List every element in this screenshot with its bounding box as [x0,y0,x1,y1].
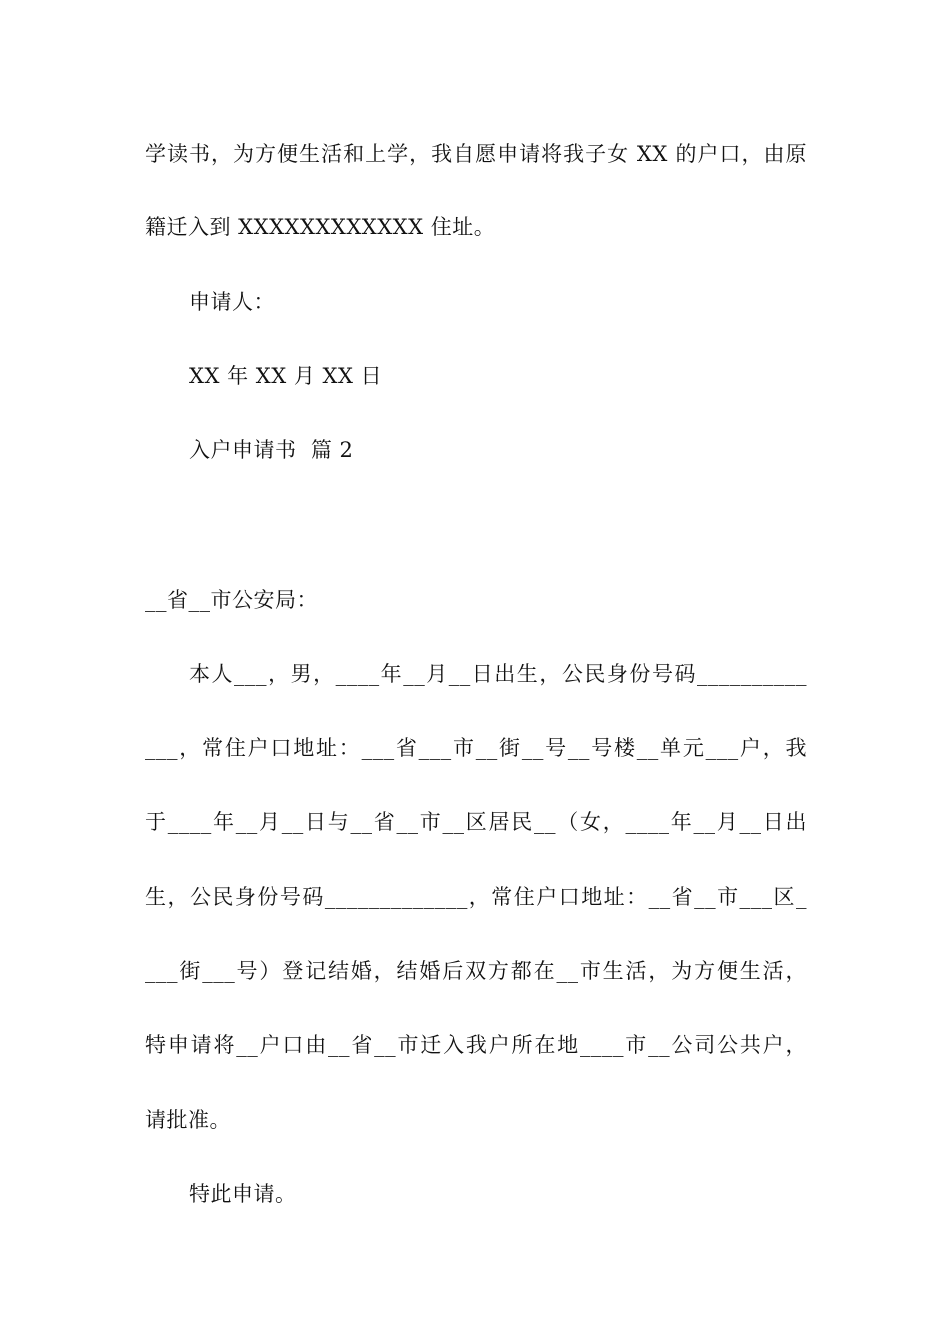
body-line-3: 于____年__月__日与__省__市__区居民__（女，____年__月__日出 [145,810,807,834]
paragraph-line-1: 学读书，为方便生活和上学，我自愿申请将我子女 XX 的户口，由原 [145,142,807,166]
body-line-7: 请批准。 [145,1108,231,1132]
paragraph-line-2: 籍迁入到 XXXXXXXXXXXX 住址。 [145,215,496,239]
body-line-6: 特申请将__户口由__省__市迁入我户所在地____市__公司公共户， [145,1033,807,1057]
date-line: XX 年 XX 月 XX 日 [189,364,383,388]
body-line-4: 生，公民身份号码_____________，常住户口地址：__省__市___区_ [145,885,807,909]
body-line-1: 本人___，男，____年__月__日出生，公民身份号码__________ [189,662,807,686]
recipient-line: __省__市公安局： [145,588,318,612]
closing-line: 特此申请。 [189,1182,297,1206]
section-title: 入户申请书 篇 2 [189,438,354,462]
body-line-2: ___，常住户口地址：___省___市__街__号__号楼__单元___户，我 [145,736,807,760]
body-line-5: ___街___号）登记结婚，结婚后双方都在__市生活，为方便生活， [145,959,807,983]
applicant-label: 申请人： [189,290,275,314]
